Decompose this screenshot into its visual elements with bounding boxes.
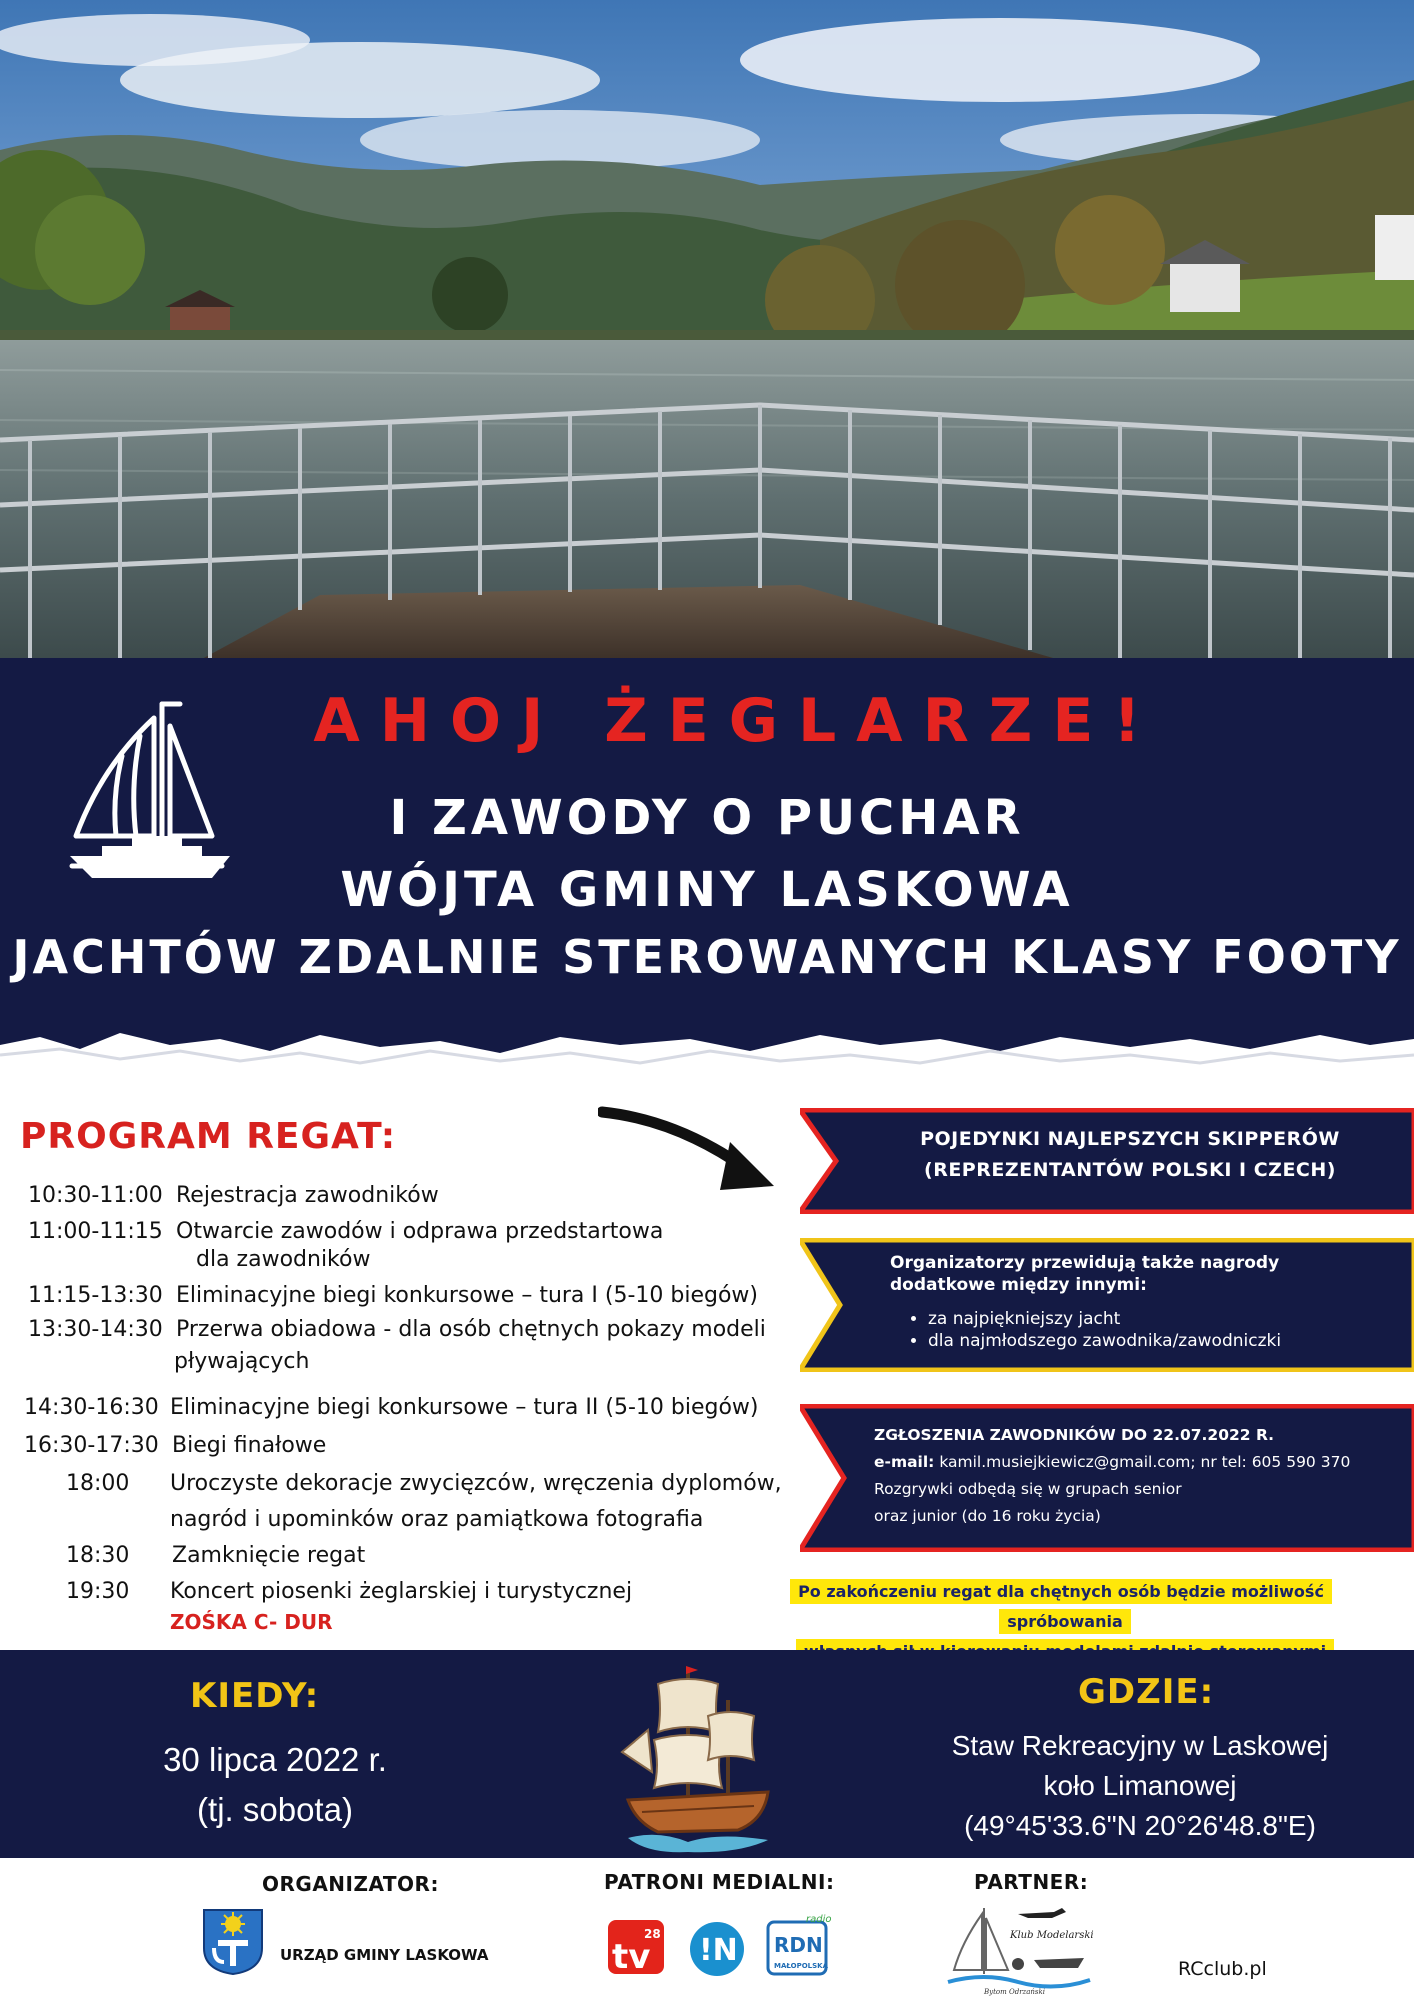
program-desc: Eliminacyjne biegi konkursowe – tura I (5-10 biegów) — [176, 1283, 759, 1308]
program-row — [28, 1218, 663, 1246]
tv28-logo — [606, 1918, 666, 1976]
program-time: 16:30-17:30 — [24, 1433, 159, 1458]
tryout-note — [736, 1577, 1394, 1643]
event-day: (tj. sobota) — [197, 1791, 353, 1828]
where-label: GDZIE: — [1078, 1672, 1215, 1712]
prizes-intro-1: Organizatorzy przewidują także nagrody — [890, 1253, 1280, 1273]
rdn-logo-sub: MAŁOPOLSKA — [774, 1962, 829, 1970]
duels-panel — [800, 1108, 1414, 1214]
band-name: ZOŚKA C- DUR — [170, 1610, 333, 1634]
tv28-logo-text: tv — [612, 1937, 651, 1976]
email-label: e-mail: — [874, 1453, 935, 1471]
club-logo-line2: Bytom Odrzański — [984, 1988, 1045, 1996]
program-desc: Rejestracja zawodników — [176, 1183, 439, 1208]
venue-town: koło Limanowej — [1043, 1770, 1237, 1801]
gmina-laskowa-crest-logo — [202, 1908, 264, 1976]
program-desc: Biegi finałowe — [172, 1433, 327, 1458]
venue-coords: (49°45'33.6"N 20°26'48.8"E) — [964, 1810, 1316, 1841]
contact-info: kamil.musiejkiewicz@gmail.com; nr tel: 605 590 370 — [939, 1453, 1351, 1471]
tryout-line-1: Po zakończeniu regat dla chętnych osób będzie możliwość spróbowania — [790, 1579, 1332, 1634]
program-time: 19:30 — [66, 1579, 130, 1604]
title-line-1: I ZAWODY O PUCHAR — [389, 790, 1025, 846]
rdn-logo-text: RDN — [774, 1933, 823, 1957]
radio-rdn-logo — [766, 1912, 834, 1978]
program-desc: Zamknięcie regat — [172, 1543, 366, 1568]
title-line-2: WÓJTA GMINY LASKOWA — [340, 862, 1074, 918]
where-value — [900, 1726, 1380, 1846]
prize-item: • za najpiękniejszy jacht — [928, 1308, 1410, 1330]
greeting-heading: AHOJ ŻEGLARZE! — [313, 686, 1161, 756]
prizes-panel — [800, 1238, 1414, 1372]
arrow-icon — [598, 1090, 788, 1200]
partner-label: PARTNER: — [974, 1870, 1089, 1894]
program-row — [28, 1182, 439, 1210]
prize-item: • dla najmłodszego zawodnika/zawodniczki — [928, 1330, 1410, 1352]
duels-line-2: (REPREZENTANTÓW POLSKI I CZECH) — [924, 1159, 1336, 1181]
galleon-icon — [618, 1660, 778, 1856]
program-row — [66, 1470, 782, 1498]
registration-title: ZGŁOSZENIA ZAWODNIKÓW DO 22.07.2022 R. — [874, 1426, 1275, 1444]
program-row — [28, 1316, 766, 1344]
club-modelarski-logo — [944, 1902, 1094, 1996]
event-date: 30 lipca 2022 r. — [163, 1741, 387, 1778]
program-row — [24, 1432, 326, 1460]
groups-line-1: Rozgrywki odbędą się w grupach senior — [874, 1480, 1182, 1498]
program-desc: Uroczyste dekoracje zwycięzców, wręczenia dyplomów, — [170, 1471, 782, 1496]
when-label: KIEDY: — [190, 1676, 320, 1716]
in-news-logo — [688, 1920, 746, 1978]
program-time: 18:00 — [66, 1471, 130, 1496]
program-desc: Koncert piosenki żeglarskiej i turystycznej — [170, 1579, 633, 1604]
hero-photo — [0, 0, 1414, 660]
organizer-name: URZĄD GMINY LASKOWA — [280, 1946, 489, 1964]
program-time: 11:00-11:15 — [28, 1219, 163, 1244]
program-desc: Przerwa obiadowa - dla osób chętnych pokazy modeli — [176, 1317, 766, 1342]
program-row-cont — [170, 1506, 703, 1534]
torn-paper-edge — [0, 1015, 1414, 1095]
program-row — [66, 1542, 365, 1570]
rdn-logo-top: radio — [806, 1914, 832, 1925]
registration-panel — [800, 1404, 1414, 1552]
prizes-list — [890, 1308, 1410, 1352]
club-logo-line1: Klub Modelarski — [1010, 1930, 1094, 1941]
prizes-intro-2: dodatkowe między innymi: — [890, 1275, 1147, 1295]
program-time: 18:30 — [66, 1543, 130, 1568]
title-line-3: JACHTÓW ZDALNIE STEROWANYCH KLASY FOOTY — [12, 930, 1402, 984]
program-row — [28, 1282, 758, 1310]
program-desc: Otwarcie zawodów i odprawa przedstartowa — [176, 1219, 664, 1244]
program-time: 13:30-14:30 — [28, 1317, 163, 1342]
venue-name: Staw Rekreacyjny w Laskowej — [951, 1730, 1329, 1761]
program-time: 10:30-11:00 — [28, 1183, 163, 1208]
program-time: 14:30-16:30 — [24, 1395, 159, 1420]
program-desc: nagród i upominków oraz pamiątkowa fotografia — [170, 1507, 704, 1532]
organizer-label: ORGANIZATOR: — [262, 1872, 439, 1896]
groups-line-2: oraz junior (do 16 roku życia) — [874, 1507, 1101, 1525]
partner-site: RCclub.pl — [1178, 1958, 1267, 1980]
program-time: 11:15-13:30 — [28, 1283, 163, 1308]
program-desc: Eliminacyjne biegi konkursowe – tura II (5-10 biegów) — [170, 1395, 759, 1420]
in-logo-text: !N — [699, 1933, 738, 1968]
tv28-logo-number: 28 — [644, 1927, 661, 1941]
program-row — [66, 1578, 632, 1606]
media-patrons-label: PATRONI MEDIALNI: — [604, 1870, 835, 1894]
program-title: PROGRAM REGAT: — [20, 1116, 397, 1157]
program-desc: pływających — [174, 1349, 310, 1374]
duels-line-1: POJEDYNKI NAJLEPSZYCH SKIPPERÓW — [920, 1128, 1340, 1150]
when-value — [90, 1735, 460, 1835]
program-row-cont — [174, 1348, 309, 1376]
program-row-cont — [196, 1246, 370, 1274]
program-row — [24, 1394, 759, 1422]
program-desc: dla zawodników — [196, 1247, 371, 1272]
